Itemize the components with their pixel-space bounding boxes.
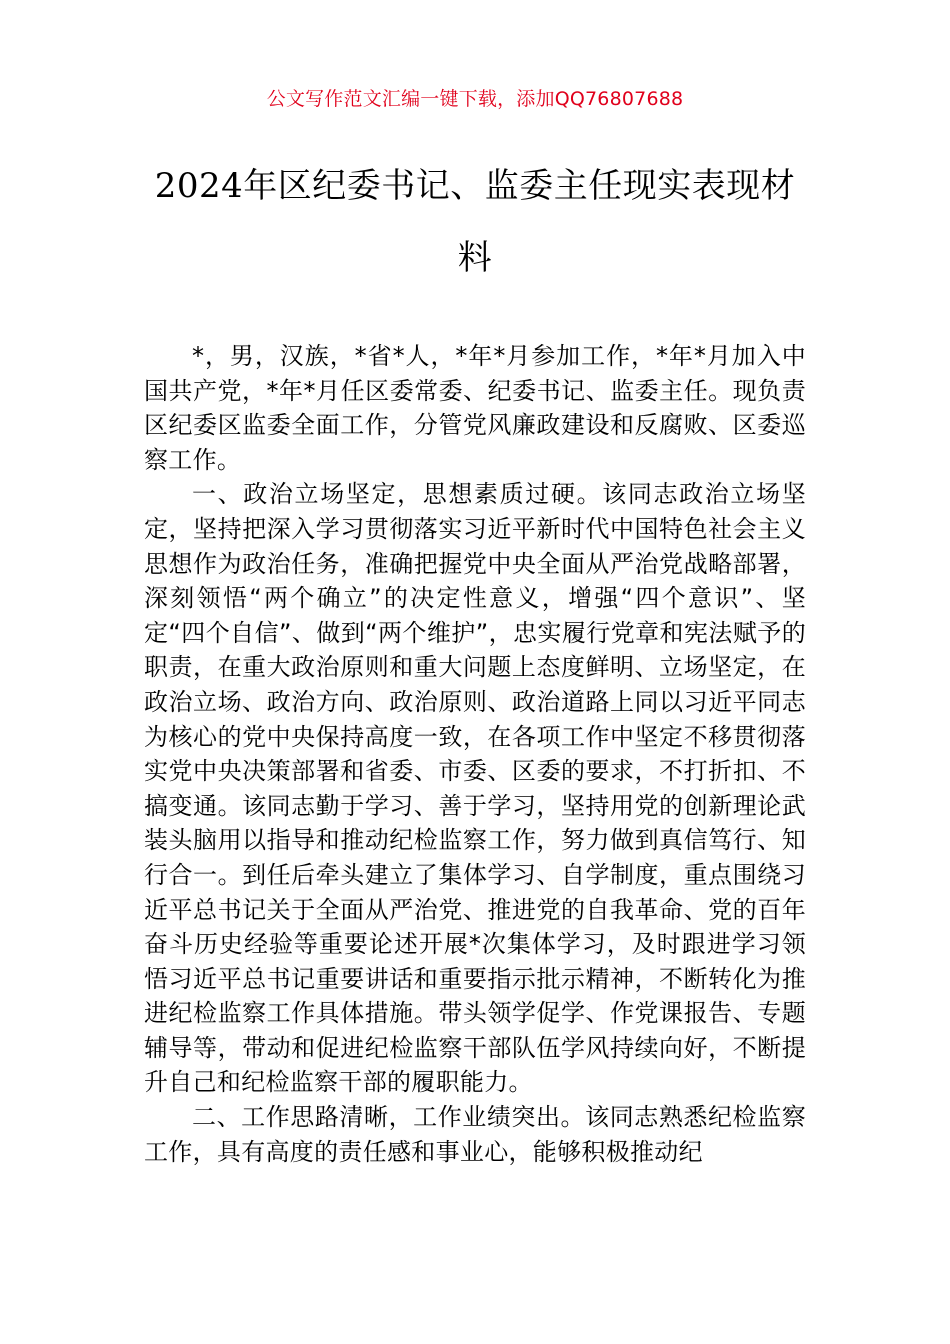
document-title: 2024年区纪委书记、监委主任现实表现材料 <box>154 166 796 278</box>
paragraph-political-stance: 一、政治立场坚定，思想素质过硬。该同志政治立场坚定，坚持把深入学习贯彻落实习近平新时代中国特色社会主义思想作为政治任务，准确把握党中央全面从严治党战略部署，深刻领悟“两个确立”的决定性意义，增强“四个意识”、坚定“四个自信”、做到“两个维护”，忠实履行党章和宪法赋予的职责，在重大政治原则和重大问题上态度鲜明、立场坚定，在政治立场、政治方向、政治原则、政治道路上同以习近平同志为核心的党中央保持高度一致，在各项工作中坚定不移贯彻落实党中央决策部署和省委、市委、区委的要求，不打折扣、不搞变通。该同志勤于学习、善于学习，坚持用党的创新理论武装头脑用以指导和推动纪检监察工作，努力做到真信笃行、知行合一。到任后牵头建立了集体学习、自学制度，重点围绕习近平总书记关于全面从严治党、推进党的自我革命、党的百年奋斗历史经验等重要论述开展*次集体学习，及时跟进学习领悟习近平总书记重要讲话和重要指示批示精神，不断转化为推进纪检监察工作具体措施。带头领学促学、作党课报告、专题辅导等，带动和促进纪检监察干部队伍学风持续向好，不断提升自己和纪检监察干部的履职能力。 <box>144 480 806 1097</box>
document-body <box>144 339 806 1169</box>
paragraph-profile: *，男，汉族，*省*人，*年*月参加工作，*年*月加入中国共产党，*年*月任区委常委、纪委书记、监委主任。现负责区纪委区监委全面工作，分管党风廉政建设和反腐败、区委巡察工作。 <box>144 342 806 474</box>
header-download-note: 公文写作范文汇编一键下载，添加QQ76807688 <box>266 88 684 110</box>
paragraph-work-performance: 二、工作思路清晰，工作业绩突出。该同志熟悉纪检监察工作，具有高度的责任感和事业心，能够积极推动纪 <box>144 1103 806 1166</box>
